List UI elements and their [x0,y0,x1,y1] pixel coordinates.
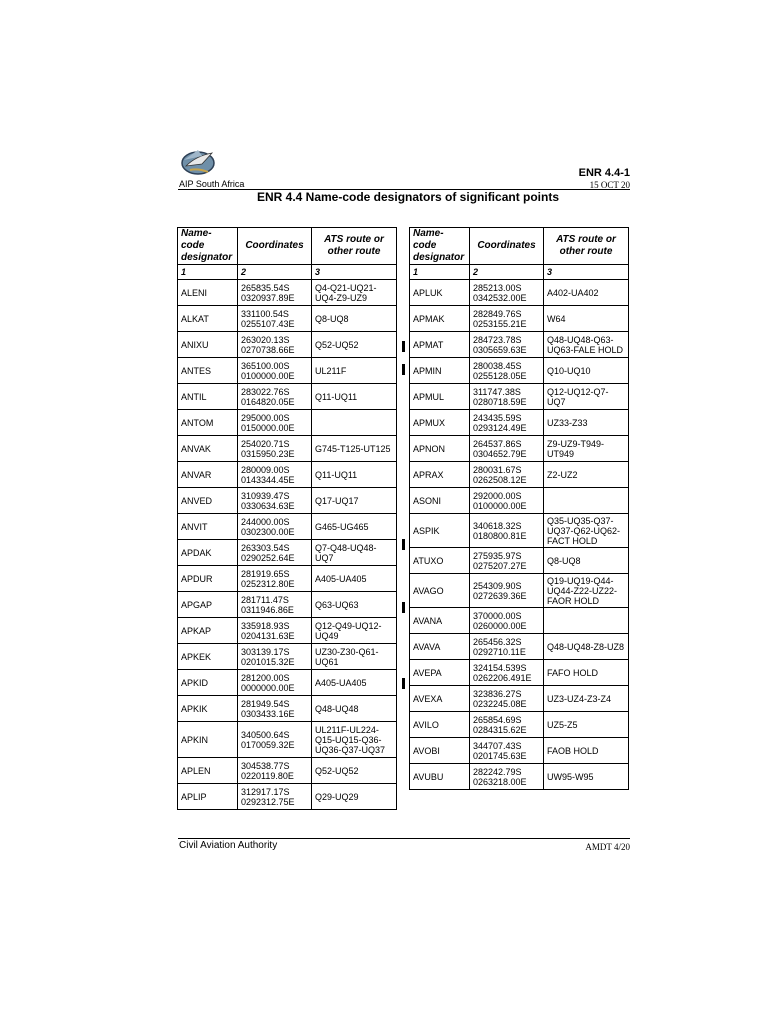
route-cell: Q29-UQ29 [312,784,397,810]
latitude: 254309.90S [473,580,522,591]
latitude: 324154.539S [473,662,527,673]
table-row [178,358,397,384]
table-row [410,574,629,608]
table-row [178,644,397,670]
latitude: 281949.54S [241,698,290,709]
latitude: 303139.17S [241,646,290,657]
longitude: 0270738.66E [241,344,295,355]
footer-amendment: AMDT 4/20 [585,842,630,852]
coordinates-cell [470,462,544,488]
table-row [410,306,629,332]
route-cell: A405-UA405 [312,670,397,696]
page-title: ENR 4.4 Name-code designators of significant points [256,190,560,204]
longitude: 0302300.00E [241,526,295,537]
designator-cell: AVANA [410,608,470,634]
col-number: 3 [544,265,629,280]
longitude: 0293124.49E [473,422,527,433]
longitude: 0292710.11E [473,646,526,657]
route-cell [544,488,629,514]
designator-cell: APMUX [410,410,470,436]
designator-cell: ASONI [410,488,470,514]
route-cell [312,410,397,436]
longitude: 0000000.00E [241,682,295,693]
coordinates-cell [470,764,544,790]
latitude: 265854.69S [473,714,522,725]
route-cell: UZ5-Z5 [544,712,629,738]
route-cell: Q12-UQ12-Q7-UQ7 [544,384,629,410]
table-row [410,712,629,738]
latitude: 370000.00S [473,610,522,621]
route-cell: Q17-UQ17 [312,488,397,514]
latitude: 264537.86S [473,438,522,449]
route-cell: Q19-UQ19-Q44-UQ44-Z22-UZ22-FAOR HOLD [544,574,629,608]
route-cell: UL211F-UL224-Q15-UQ15-Q36-UQ36-Q37-UQ37 [312,722,397,758]
table-row [178,384,397,410]
designator-cell: ALENI [178,280,238,306]
designator-cell: ATUXO [410,548,470,574]
designator-cell: ANTES [178,358,238,384]
table-row [410,436,629,462]
longitude: 0330634.63E [241,500,295,511]
table-row [178,332,397,358]
route-cell: Q12-Q49-UQ12-UQ49 [312,618,397,644]
designator-cell: APKAP [178,618,238,644]
longitude: 0292312.75E [241,796,295,807]
latitude: 254020.71S [241,438,290,449]
coordinates-cell [238,462,312,488]
coordinates-cell [470,712,544,738]
designator-cell: APNON [410,436,470,462]
longitude: 0201015.32E [241,656,295,667]
route-cell: UZ30-Z30-Q61-UQ61 [312,644,397,670]
longitude: 0143344.45E [241,474,295,485]
coordinates-cell [238,436,312,462]
table-row [410,608,629,634]
route-cell: G745-T125-UT125 [312,436,397,462]
route-cell [544,608,629,634]
designator-cell: APGAP [178,592,238,618]
change-bar [402,602,405,613]
route-cell: UZ33-Z33 [544,410,629,436]
col-number: 1 [410,265,470,280]
coordinates-cell [238,758,312,784]
table-row [178,280,397,306]
latitude: 281200.00S [241,672,290,683]
designator-cell: APDUR [178,566,238,592]
col-header-route: ATS route or other route [312,228,397,265]
coordinates-cell [238,488,312,514]
table-row [178,410,397,436]
longitude: 0100000.00E [241,370,295,381]
table-row [178,618,397,644]
footer-authority: Civil Aviation Authority [179,840,278,851]
longitude: 0232245.08E [473,698,527,709]
designator-cell: AVOBI [410,738,470,764]
coordinates-cell [470,384,544,410]
latitude: 280031.67S [473,464,522,475]
longitude: 0275207.27E [473,560,527,571]
table-row [410,686,629,712]
designator-cell: ANVAK [178,436,238,462]
longitude: 0100000.00E [473,500,527,511]
longitude: 0201745.63E [473,750,527,761]
latitude: 304538.77S [241,760,290,771]
longitude: 0252312.80E [241,578,295,589]
publication-date: 15 OCT 20 [589,180,630,190]
aip-logo-icon [178,146,218,178]
latitude: 280038.45S [473,360,522,371]
coordinates-cell [470,306,544,332]
footer-rule [178,838,630,839]
table-row [178,696,397,722]
route-cell: Q11-UQ11 [312,384,397,410]
table-row [410,358,629,384]
longitude: 0320937.89E [241,292,295,303]
route-cell: Z2-UZ2 [544,462,629,488]
latitude: 263020.13S [241,334,290,345]
coordinates-cell [470,358,544,384]
route-cell: Q4-Q21-UQ21-UQ4-Z9-UZ9 [312,280,397,306]
coordinates-cell [238,384,312,410]
designator-cell: APKIK [178,696,238,722]
right-designator-table [409,227,629,790]
coordinates-cell [470,410,544,436]
designator-cell: APKIN [178,722,238,758]
route-cell: Q52-UQ52 [312,758,397,784]
designator-cell: AVAVA [410,634,470,660]
longitude: 0272639.36E [473,590,527,601]
longitude: 0305659.63E [473,344,527,355]
table-row [178,758,397,784]
coordinates-cell [470,332,544,358]
col-header-coords: Coordinates [238,228,312,265]
latitude: 265456.32S [473,636,522,647]
designator-cell: AVEPA [410,660,470,686]
designator-cell: ANVAR [178,462,238,488]
table-row [410,738,629,764]
designator-cell: APLEN [178,758,238,784]
latitude: 244000.00S [241,516,290,527]
route-cell: A402-UA402 [544,280,629,306]
latitude: 340618.32S [473,520,522,531]
latitude: 243435.59S [473,412,522,423]
designator-cell: AVUBU [410,764,470,790]
route-cell: Q10-UQ10 [544,358,629,384]
table-row [178,784,397,810]
coordinates-cell [470,280,544,306]
coordinates-cell [238,332,312,358]
table-row [410,488,629,514]
col-number: 2 [238,265,312,280]
coordinates-cell [470,660,544,686]
designator-cell: APKEK [178,644,238,670]
route-cell: Q7-Q48-UQ48-UQ7 [312,540,397,566]
longitude: 0253155.21E [473,318,527,329]
col-header-coords: Coordinates [470,228,544,265]
coordinates-cell [470,686,544,712]
coordinates-cell [238,306,312,332]
route-cell: Q48-UQ48-Q63-UQ63-FALE HOLD [544,332,629,358]
latitude: 275935.97S [473,550,522,561]
route-cell: UW95-W95 [544,764,629,790]
route-cell: FAOB HOLD [544,738,629,764]
longitude: 0255128.05E [473,370,527,381]
coordinates-cell [470,514,544,548]
coordinates-cell [238,566,312,592]
coordinates-cell [238,696,312,722]
designator-cell: ALKAT [178,306,238,332]
longitude: 0204131.63E [241,630,295,641]
latitude: 284723.78S [473,334,522,345]
latitude: 265835.54S [241,282,290,293]
designator-cell: ANVIT [178,514,238,540]
route-cell: Q52-UQ52 [312,332,397,358]
longitude: 0150000.00E [241,422,295,433]
coordinates-cell [470,574,544,608]
longitude: 0262508.12E [473,474,527,485]
change-bar [402,364,405,375]
route-cell: Q11-UQ11 [312,462,397,488]
designator-cell: APRAX [410,462,470,488]
change-bar [402,539,405,550]
table-row [178,514,397,540]
table-row [410,332,629,358]
designator-cell: APMAT [410,332,470,358]
table-row [178,566,397,592]
latitude: 292000.00S [473,490,522,501]
designator-cell: ANIXU [178,332,238,358]
longitude: 0280718.59E [473,396,527,407]
designator-cell: APMIN [410,358,470,384]
longitude: 0290252.64E [241,552,295,563]
longitude: 0262206.491E [473,672,532,683]
table-row [410,514,629,548]
latitude: 282849.76S [473,308,522,319]
section-code: ENR 4.4-1 [578,167,630,179]
table-row [410,462,629,488]
longitude: 0311946.86E [241,604,294,615]
coordinates-cell [470,634,544,660]
coordinates-cell [238,358,312,384]
coordinates-cell [238,784,312,810]
table-row [178,436,397,462]
route-cell: A405-UA405 [312,566,397,592]
change-bar [402,341,405,352]
latitude: 281711.47S [241,594,289,605]
coordinates-cell [238,280,312,306]
latitude: 331100.54S [241,308,289,319]
coordinates-cell [238,670,312,696]
latitude: 263303.54S [241,542,290,553]
route-cell: Z9-UZ9-T949-UT949 [544,436,629,462]
coordinates-cell [238,540,312,566]
longitude: 0284315.62E [473,724,527,735]
latitude: 295000.00S [241,412,290,423]
table-row [410,634,629,660]
col-number: 1 [178,265,238,280]
designator-cell: ASPIK [410,514,470,548]
designator-cell: AVEXA [410,686,470,712]
designator-cell: ANTIL [178,384,238,410]
route-cell: Q63-UQ63 [312,592,397,618]
table-row [178,488,397,514]
designator-cell: APKID [178,670,238,696]
publication-name: AIP South Africa [179,179,245,189]
table-row [410,384,629,410]
coordinates-cell [238,618,312,644]
designator-cell: ANTOM [178,410,238,436]
designator-cell: APMAK [410,306,470,332]
latitude: 323836.27S [473,688,522,699]
latitude: 282242.79S [473,766,522,777]
coordinates-cell [470,738,544,764]
designator-cell: APLIP [178,784,238,810]
table-row [178,592,397,618]
latitude: 280009.00S [241,464,290,475]
table-row [410,548,629,574]
route-cell: G465-UG465 [312,514,397,540]
coordinates-cell [470,608,544,634]
col-header-name: Name-code designator [178,228,238,265]
designator-cell: ANVED [178,488,238,514]
table-row [178,306,397,332]
latitude: 310939.47S [241,490,290,501]
coordinates-cell [238,514,312,540]
col-number: 2 [470,265,544,280]
longitude: 0304652.79E [473,448,527,459]
change-bar [402,678,405,689]
longitude: 0170059.32E [241,739,295,750]
designator-cell: AVAGO [410,574,470,608]
longitude: 0263218.00E [473,776,527,787]
route-cell: FAFO HOLD [544,660,629,686]
route-cell: Q48-UQ48 [312,696,397,722]
left-designator-table [177,227,397,810]
coordinates-cell [470,488,544,514]
route-cell: Q48-UQ48-Z8-UZ8 [544,634,629,660]
col-number: 3 [312,265,397,280]
designator-cell: APMUL [410,384,470,410]
route-cell: UL211F [312,358,397,384]
latitude: 281919.65S [241,568,290,579]
longitude: 0255107.43E [241,318,295,329]
table-row [178,722,397,758]
latitude: 340500.64S [241,729,290,740]
latitude: 335918.93S [241,620,290,631]
designator-cell: APDAK [178,540,238,566]
longitude: 0220119.80E [241,770,294,781]
route-cell: UZ3-UZ4-Z3-Z4 [544,686,629,712]
coordinates-cell [470,548,544,574]
latitude: 344707.43S [473,740,522,751]
table-row [178,670,397,696]
coordinates-cell [238,644,312,670]
designator-cell: AVILO [410,712,470,738]
coordinates-cell [470,436,544,462]
longitude: 0164820.05E [241,396,295,407]
table-row [410,660,629,686]
col-header-route: ATS route or other route [544,228,629,265]
latitude: 311747.38S [473,386,521,397]
coordinates-cell [238,592,312,618]
table-row [410,764,629,790]
coordinates-cell [238,722,312,758]
longitude: 0342532.00E [473,292,527,303]
longitude: 0180800.81E [473,530,527,541]
latitude: 365100.00S [241,360,290,371]
latitude: 285213.00S [473,282,522,293]
route-cell: Q8-UQ8 [312,306,397,332]
latitude: 283022.76S [241,386,290,397]
table-row [410,280,629,306]
route-cell: Q35-UQ35-Q37-UQ37-Q62-UQ62-FACT HOLD [544,514,629,548]
designator-cell: APLUK [410,280,470,306]
table-row [178,462,397,488]
table-row [178,540,397,566]
route-cell: W64 [544,306,629,332]
longitude: 0260000.00E [473,620,527,631]
route-cell: Q8-UQ8 [544,548,629,574]
longitude: 0315950.23E [241,448,295,459]
latitude: 312917.17S [241,786,290,797]
coordinates-cell [238,410,312,436]
table-row [410,410,629,436]
longitude: 0303433.16E [241,708,295,719]
col-header-name: Name-code designator [410,228,470,265]
